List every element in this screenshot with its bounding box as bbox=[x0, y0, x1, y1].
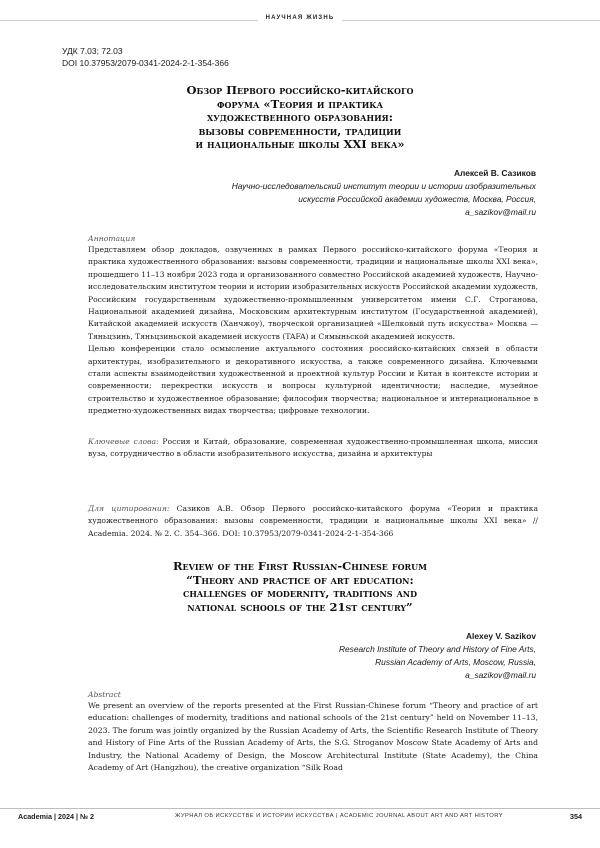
title-line: challenges of modernity, traditions and bbox=[182, 586, 418, 600]
journal-issue: Academia | 2024 | № 2 bbox=[18, 812, 94, 821]
title-line: вызовы современности, традиции bbox=[198, 123, 402, 138]
section-label: НАУЧНАЯ ЖИЗНЬ bbox=[0, 15, 600, 21]
title-line: “Theory and practice of art education: bbox=[186, 572, 414, 587]
affiliation-line: Research Institute of Theory and History of Fine Arts, bbox=[338, 644, 536, 654]
affiliation-line: Научно-исследовательский институт теории и истории изобразительных bbox=[231, 181, 536, 191]
title-line: художественного образования: bbox=[207, 110, 393, 124]
keywords-ru bbox=[88, 436, 538, 461]
author-email[interactable]: a_sazikov@mail.ru bbox=[465, 670, 536, 680]
udk-code: УДК 7.03; 72.03 bbox=[62, 46, 123, 56]
citation-label: Для цитирования: bbox=[88, 504, 170, 513]
article-title-ru bbox=[100, 84, 500, 152]
abstract-ru bbox=[88, 244, 538, 418]
abstract-label-ru: Аннотация bbox=[88, 234, 136, 243]
author-name: Алексей В. Сазиков bbox=[453, 168, 536, 178]
abstract-label-en: Abstract bbox=[88, 690, 121, 699]
article-title-en bbox=[100, 560, 500, 614]
doi: DOI 10.37953/2079-0341-2024-2-1-354-366 bbox=[62, 57, 229, 68]
citation-ru bbox=[88, 503, 538, 540]
keywords-text: Россия и Китай, образование, современная художественно-промышленная школа, миссия вуза, сотрудничество в области изобразительного искусства, дизайна и архитектуры bbox=[88, 437, 538, 459]
title-line: и национальные школы XXI века» bbox=[195, 137, 405, 151]
journal-name: ЖУРНАЛ ОБ ИСКУССТВЕ И ИСТОРИИ ИСКУССТВА | ACADEMIC JOURNAL ABOUT ART AND ART HISTORY bbox=[175, 813, 503, 819]
author-name: Alexey V. Sazikov bbox=[466, 631, 536, 641]
title-line: Review of the First Russian-Chinese forum bbox=[172, 559, 428, 573]
author-email[interactable]: a_sazikov@mail.ru bbox=[465, 207, 536, 217]
footer-rule bbox=[0, 808, 600, 809]
author-block-ru bbox=[176, 167, 536, 219]
keywords-label: Ключевые слова: bbox=[88, 437, 159, 446]
author-block-en bbox=[176, 630, 536, 682]
page-number: 354 bbox=[570, 812, 582, 821]
abstract-paragraph: Целью конференции стало осмысление актуального состояния российско-китайских связей в области архитектуры, изобразительного и декоративного искусства, а также современного дизайна. Ключевыми стали аспекты взаимодействия художественной и проектной культур России и Китая в контексте истории и современности; перекрестки искусств и вопросы культурной идентичности; наследие, музейное строительство и художественное образование; философия творчества; национальное и интернациональное в предметно-художественных видах творчества; цифровые технологии. bbox=[88, 344, 538, 416]
title-line: Обзор Первого российско-китайского bbox=[186, 83, 414, 97]
title-line: national schools of the 21st century” bbox=[187, 599, 413, 614]
article-meta bbox=[62, 46, 229, 69]
abstract-paragraph: Представляем обзор докладов, озвученных в рамках Первого российско-китайского форума «Теория и практика художественного образования: вызовы современности, традиции и национальные школы XXI века», прошедшего 11–13 ноября 2023 года и организованного совместно Российской академией художеств, Научно-исследовательским институтом теории и истории изобразительных искусств Российской академии художеств, Российским государственным художественно-промышленным университетом имени С.Г. Строганова, Национальной академией дизайна, Московским архитектурным институтом (Государственной академией), Китайской академией искусств (Ханчжоу), творческой организацией «Шелковый путь искусства» Москва — Тяньцзинь, Тяньцзиньской академией искусств (TAFA) и Сямыньской академией искусств. bbox=[88, 245, 538, 341]
affiliation-line: Russian Academy of Arts, Moscow, Russia, bbox=[375, 657, 536, 667]
citation-text: Сазиков А.В. Обзор Первого российско-китайского форума «Теория и практика художественного образования: вызовы современности, традиции и национальные школы XXI века» // Academia. 2024. № 2. С. 354–366. DOI: 10.37953/2079-0341-2024-2-1-354-366 bbox=[88, 504, 538, 538]
affiliation-line: искусств Российской академии художеств, Москва, Россия, bbox=[298, 194, 536, 204]
title-line: форума «Теория и практика bbox=[216, 96, 384, 111]
abstract-en: We present an overview of the reports presented at the First Russian-Chinese forum “Theory and practice of art education: challenges of modernity, traditions and national schools of the 21st century” held on November 11–13, 2023. The forum was jointly organized by the Russian Academy of Arts, the Scientific Research Institute of Theory and History of Fine Arts of the Russian Academy of Arts, the S.G. Stroganov Moscow State Academy of Arts and Industry, the National Academy of Design, the Moscow Architectural Institute (State Academy), the China Academy of Art (Hangzhou), the creative organization “Silk Road bbox=[88, 701, 538, 773]
